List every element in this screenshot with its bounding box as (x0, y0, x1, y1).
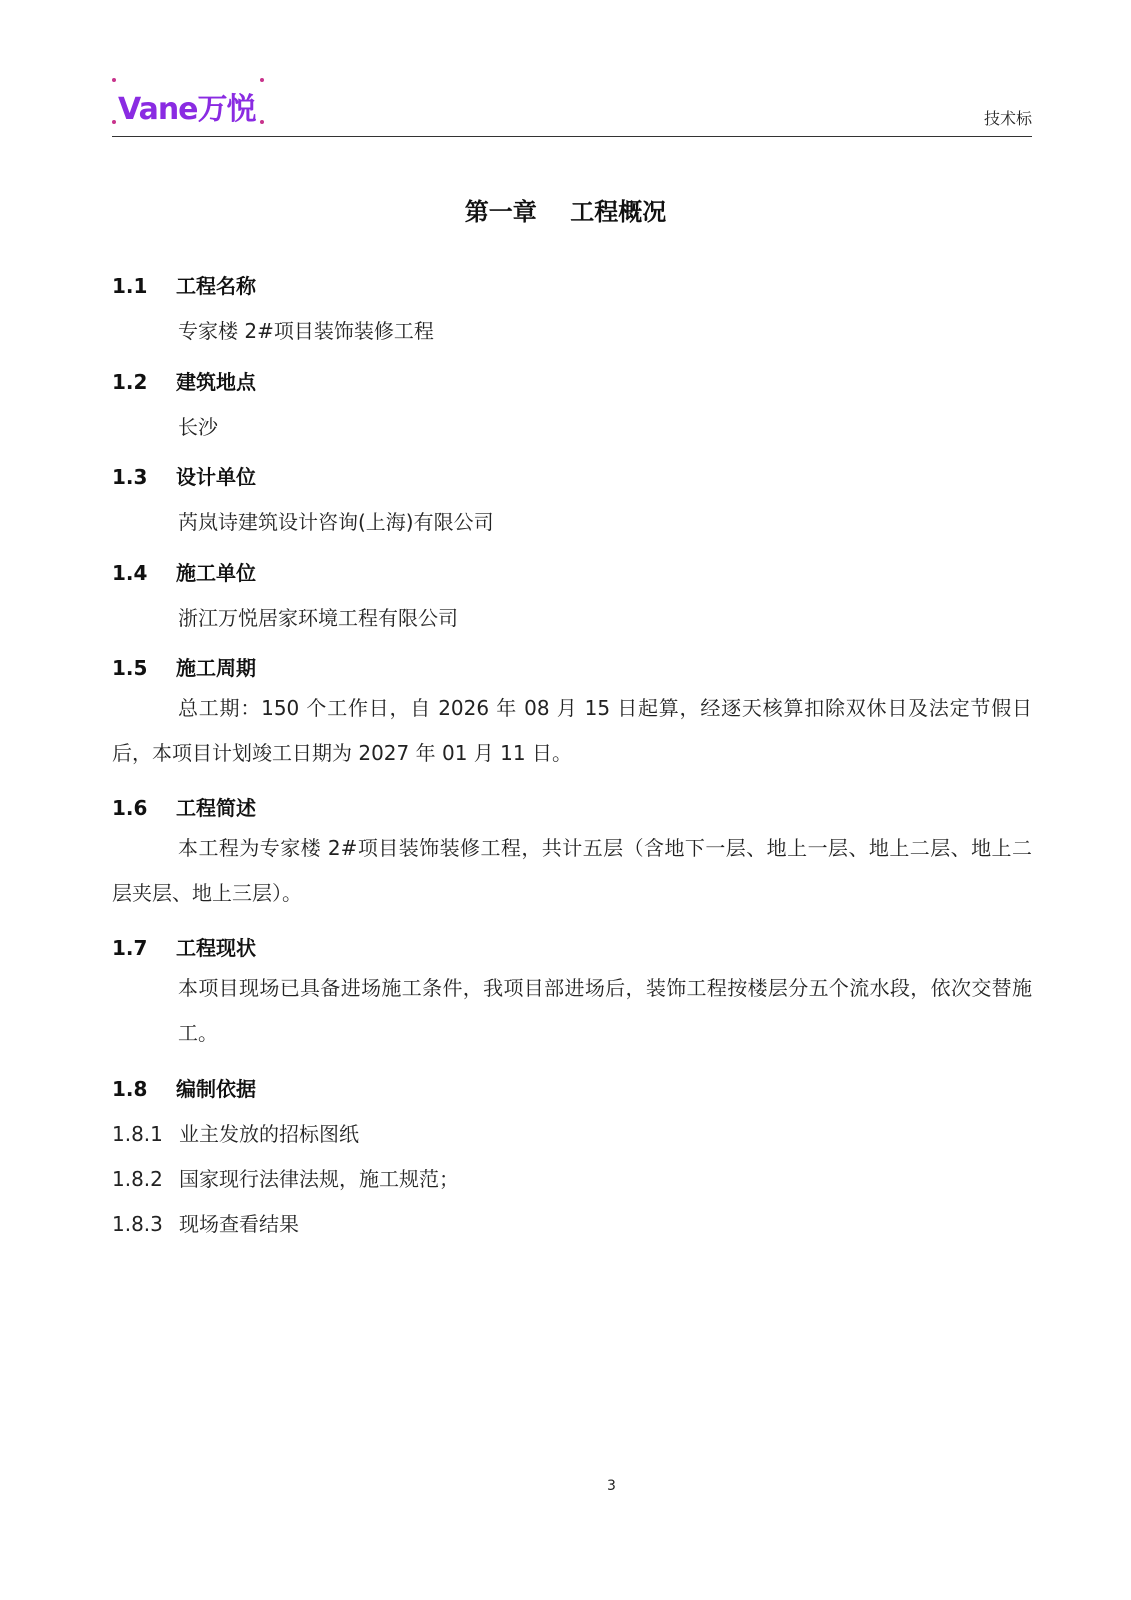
logo-dot (112, 120, 116, 124)
section-paragraph: 本项目现场已具备进场施工条件，我项目部进场后，装饰工程按楼层分五个流水段，依次交替施工。 (178, 976, 1032, 1045)
basis-item-number: 1.8.2 (112, 1167, 163, 1191)
basis-list-item (112, 1118, 359, 1147)
section-heading (112, 792, 256, 821)
section-number: 1.5 (112, 656, 148, 680)
section-paragraph: 本工程为专家楼 2#项目装饰装修工程，共计五层（含地下一层、地上一层、地上二层、地上二层夹层、地上三层）。 (112, 836, 1032, 905)
section-number: 1.3 (112, 465, 148, 489)
basis-list-item (112, 1208, 299, 1237)
section-number: 1.2 (112, 370, 148, 394)
section-heading (112, 461, 256, 490)
section-content: 芮岚诗建筑设计咨询(上海)有限公司 (178, 510, 494, 534)
page-header (112, 76, 1032, 137)
logo-dot (260, 78, 264, 82)
logo-dot (260, 120, 264, 124)
section-heading (112, 1073, 256, 1102)
section-heading (112, 652, 256, 681)
section-title: 工程名称 (176, 274, 256, 298)
section-heading (112, 557, 256, 586)
section-title: 施工周期 (176, 656, 256, 680)
section-heading (112, 932, 256, 961)
basis-item-text: 业主发放的招标图纸 (179, 1122, 359, 1146)
section-number: 1.6 (112, 796, 148, 820)
section-heading (112, 270, 256, 299)
section-title: 工程简述 (176, 796, 256, 820)
section-content: 浙江万悦居家环境工程有限公司 (178, 606, 458, 630)
section-title: 编制依据 (176, 1077, 256, 1101)
basis-item-number: 1.8.1 (112, 1122, 163, 1146)
basis-item-number: 1.8.3 (112, 1212, 163, 1236)
basis-list-item (112, 1163, 459, 1192)
section-heading (112, 366, 256, 395)
section-title: 建筑地点 (176, 370, 256, 394)
company-logo (112, 78, 272, 128)
section-content: 长沙 (178, 415, 218, 439)
page-number: 3 (607, 1478, 616, 1494)
section-title: 设计单位 (176, 465, 256, 489)
section-title: 工程现状 (176, 936, 256, 960)
section-paragraph: 总工期：150 个工作日，自 2026 年 08 月 15 日起算，经逐天核算扣除双休日及法定节假日后，本项目计划竣工日期为 2027 年 01 月 11 日。 (112, 696, 1032, 765)
chapter-title: 第一章 工程概况 (464, 198, 667, 226)
section-number: 1.1 (112, 274, 148, 298)
logo-dot (112, 78, 116, 82)
section-content: 专家楼 2#项目装饰装修工程 (178, 319, 434, 343)
section-number: 1.7 (112, 936, 148, 960)
section-number: 1.8 (112, 1077, 148, 1101)
section-title: 施工单位 (176, 561, 256, 585)
logo-wordmark: Vane万悦 (118, 92, 256, 127)
basis-item-text: 国家现行法律法规，施工规范； (179, 1167, 459, 1191)
section-number: 1.4 (112, 561, 148, 585)
document-type-label: 技术标 (983, 109, 1032, 128)
basis-item-text: 现场查看结果 (179, 1212, 299, 1236)
